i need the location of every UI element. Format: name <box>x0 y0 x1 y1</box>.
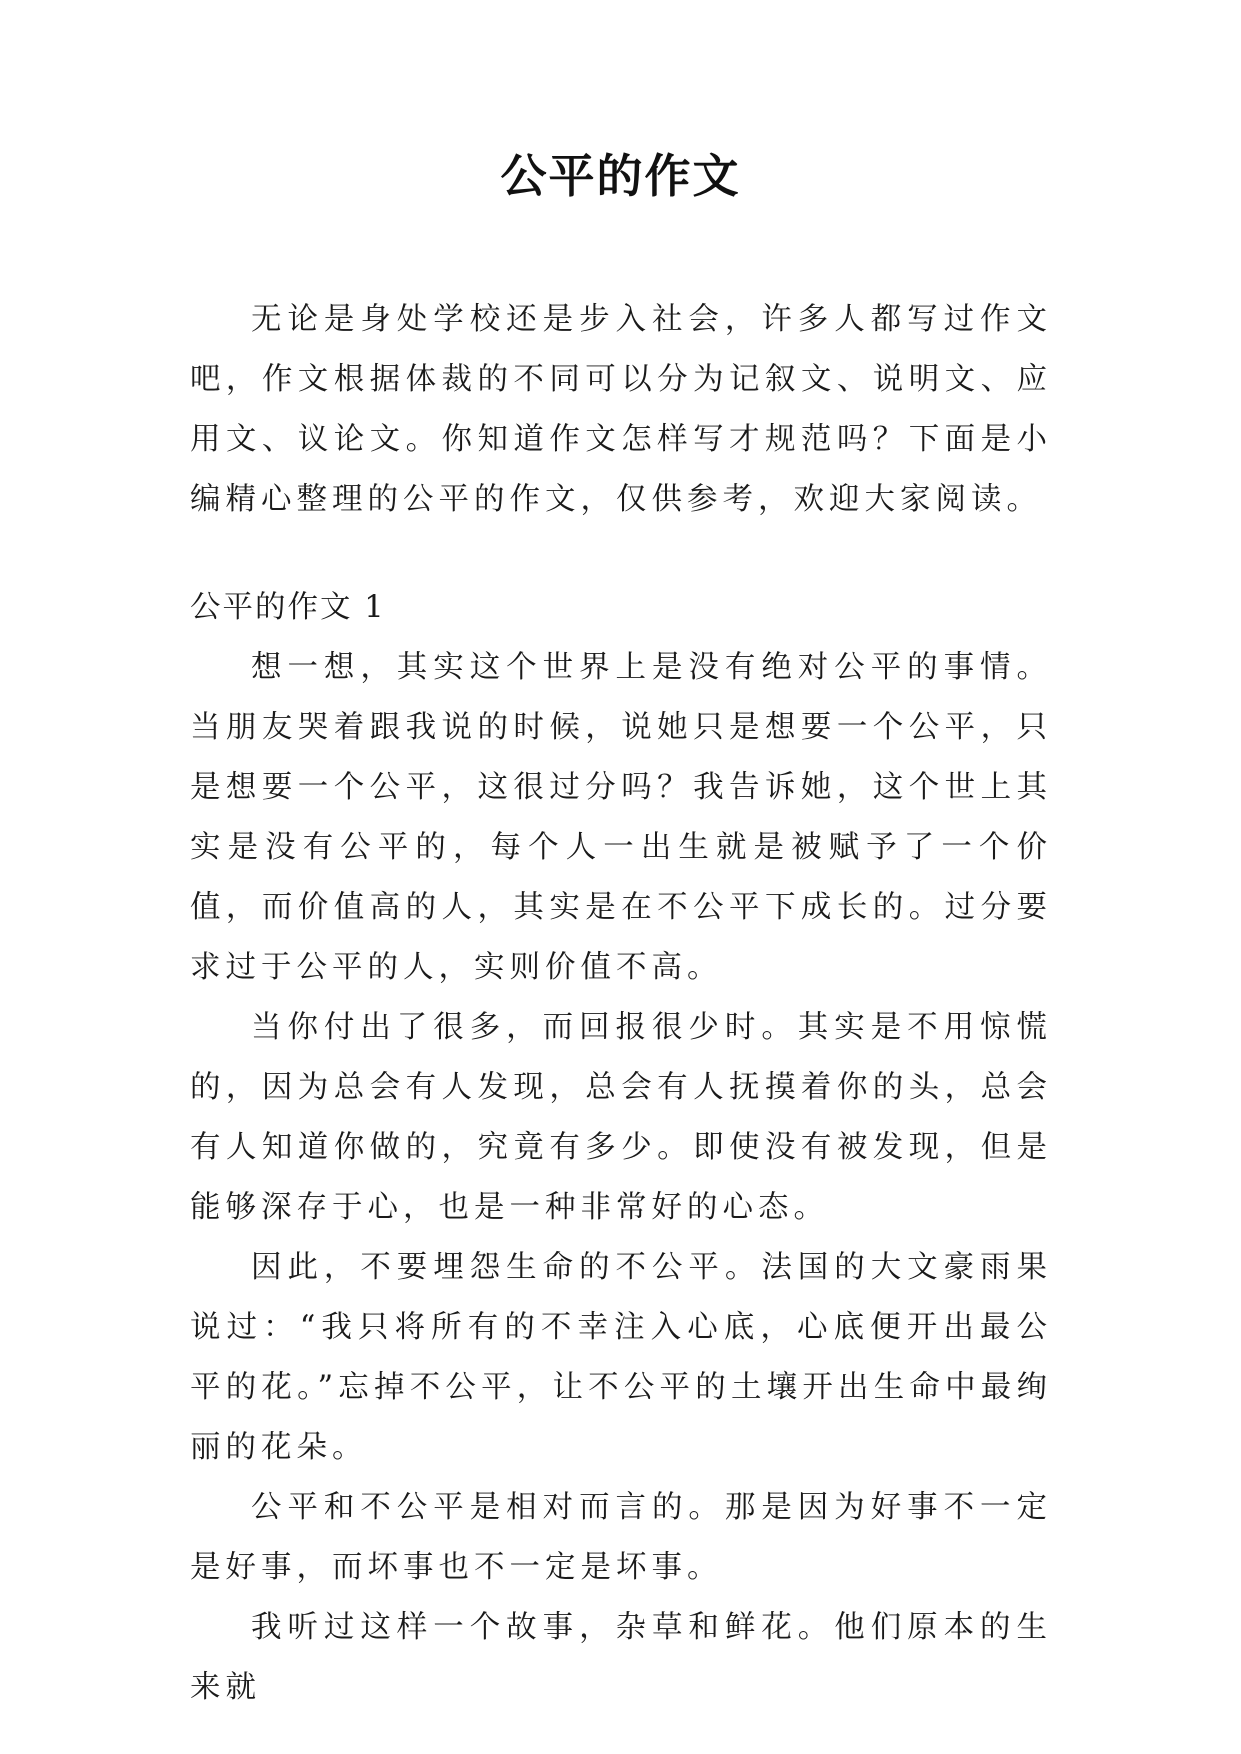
body-paragraph: 我听过这样一个故事，杂草和鲜花。他们原本的生来就 <box>190 1610 1052 1705</box>
intro-paragraph: 无论是身处学校还是步入社会，许多人都写过作文吧，作文根据体裁的不同可以分为记叙文、说明文、应用文、议论文。你知道作文怎样写才规范吗？下面是小编精心整理的公平的作文，仅供参考，欢迎大家阅读。 <box>190 302 1052 517</box>
body-paragraph: 想一想，其实这个世界上是没有绝对公平的事情。当朋友哭着跟我说的时候，说她只是想要一个公平，只是想要一个公平，这很过分吗？我告诉她，这个世上其实是没有公平的，每个人一出生就是被赋予了一个价值，而价值高的人，其实是在不公平下成长的。过分要求过于公平的人，实则价值不高。 <box>190 650 1052 985</box>
body-paragraph: 公平和不公平是相对而言的。那是因为好事不一定是好事，而坏事也不一定是坏事。 <box>190 1490 1052 1585</box>
section-heading: 公平的作文 1 <box>190 590 386 625</box>
intro-block <box>190 290 1052 530</box>
body-paragraph: 当你付出了很多，而回报很少时。其实是不用惊慌的，因为总会有人发现，总会有人抚摸着你的头，总会有人知道你做的，究竟有多少。即使没有被发现，但是能够深存于心，也是一种非常好的心态。 <box>190 1010 1052 1225</box>
document-title: 公平的作文 <box>500 149 741 203</box>
body-paragraph: 因此，不要埋怨生命的不公平。法国的大文豪雨果说过：“我只将所有的不幸注入心底，心底便开出最公平的花。”忘掉不公平，让不公平的土壤开出生命中最绚丽的花朵。 <box>190 1250 1052 1465</box>
essay-section <box>190 578 1052 1718</box>
